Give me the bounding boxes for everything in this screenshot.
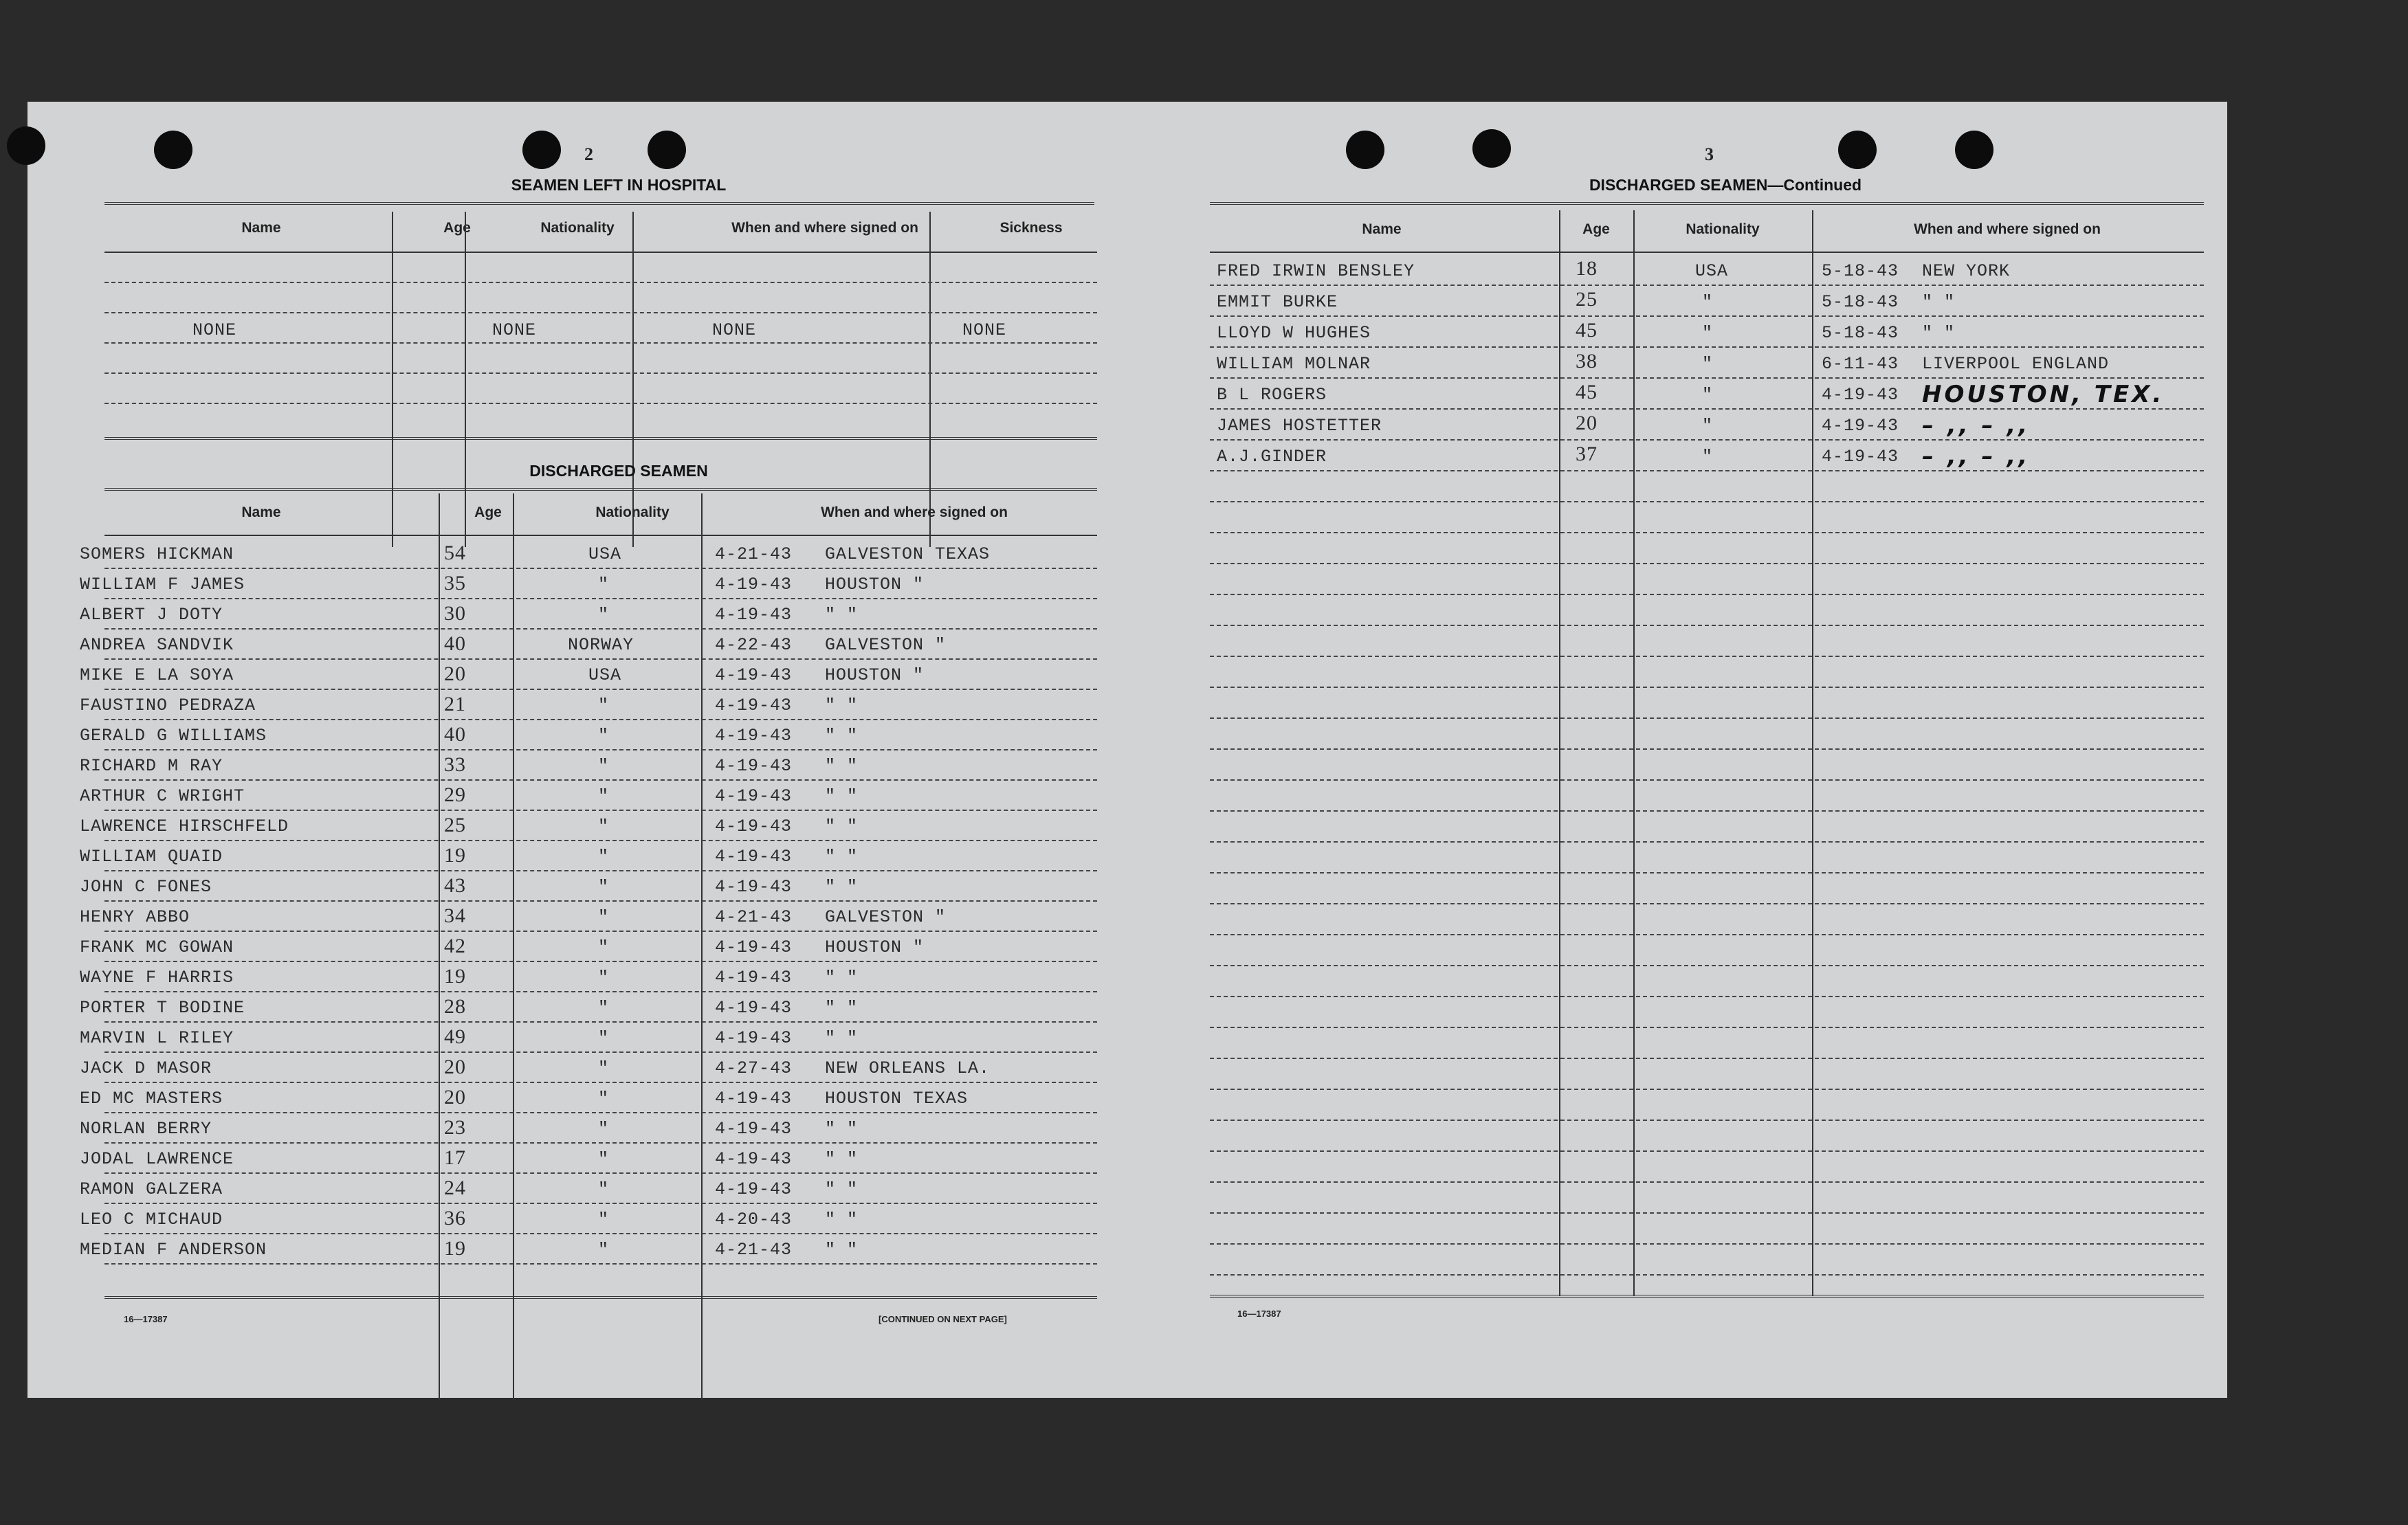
seaman-nationality: " [598, 1058, 610, 1078]
seaman-name: A.J.GINDER [1217, 447, 1327, 467]
header-age: Age [1582, 221, 1610, 237]
seaman-name: WILLIAM QUAID [80, 847, 223, 867]
seaman-nationality: " [598, 575, 610, 594]
signed-on-date: 4-19-43 [715, 1119, 793, 1139]
signed-on-place: LIVERPOOL ENGLAND [1922, 354, 2110, 374]
signed-on-date: 4-27-43 [715, 1058, 793, 1078]
continued-note: [CONTINUED ON NEXT PAGE] [879, 1314, 1007, 1324]
signed-on-date: 4-19-43 [715, 1149, 793, 1169]
seaman-name: WILLIAM F JAMES [80, 575, 245, 594]
signed-on-date: 4-22-43 [715, 635, 793, 655]
header-signed-on: When and where signed on [731, 220, 918, 236]
seaman-age: 19 [444, 1237, 466, 1260]
signed-on-date: 5-18-43 [1822, 261, 1899, 281]
seaman-nationality: " [598, 816, 610, 836]
seaman-name: JACK D MASOR [80, 1058, 212, 1078]
signed-on-place: " " [825, 877, 859, 897]
seaman-name: LAWRENCE HIRSCHFELD [80, 816, 289, 836]
signed-on-place: " " [825, 695, 859, 715]
seaman-nationality: " [598, 998, 610, 1018]
seaman-name: RICHARD M RAY [80, 756, 223, 776]
signed-on-date: 4-19-43 [715, 877, 793, 897]
seaman-nationality: " [598, 1028, 610, 1048]
document-sheet [27, 102, 2227, 1398]
signed-on-date: 4-19-43 [1822, 385, 1899, 405]
seaman-age: 18 [1576, 257, 1598, 280]
seaman-nationality: " [598, 877, 610, 897]
seaman-age: 36 [444, 1207, 466, 1229]
header-name: Name [1362, 221, 1402, 237]
signed-on-place: " " [825, 1179, 859, 1199]
seaman-age: 29 [444, 783, 466, 806]
signed-on-place: NEW ORLEANS LA. [825, 1058, 991, 1078]
seaman-nationality: " [1702, 354, 1714, 374]
signed-on-place: " " [825, 726, 859, 746]
seaman-name: JAMES HOSTETTER [1217, 416, 1382, 436]
seaman-age: 24 [444, 1177, 466, 1199]
signed-on-date: 4-19-43 [715, 1179, 793, 1199]
seaman-name: NORLAN BERRY [80, 1119, 212, 1139]
seaman-name: HENRY ABBO [80, 907, 190, 927]
signed-on-place: " " [825, 756, 859, 776]
seaman-nationality: " [598, 605, 610, 625]
seaman-age: 42 [444, 935, 466, 957]
signed-on-place: " " [825, 1149, 859, 1169]
header-nationality: Nationality [595, 504, 670, 520]
signed-on-place: HOUSTON TEXAS [825, 1089, 969, 1109]
signed-on-date: 4-19-43 [715, 1089, 793, 1109]
signed-on-date: 5-18-43 [1822, 292, 1899, 312]
signed-on-place: – ,, – ,, [1922, 443, 2031, 470]
signed-on-date: 4-19-43 [715, 998, 793, 1018]
signed-on-date: 4-19-43 [1822, 416, 1899, 436]
header-age: Age [443, 220, 471, 236]
seaman-name: MARVIN L RILEY [80, 1028, 234, 1048]
signed-on-place: HOUSTON " [825, 937, 925, 957]
signed-on-date: 6-11-43 [1822, 354, 1899, 374]
seaman-age: 49 [444, 1025, 466, 1048]
seaman-nationality: " [598, 726, 610, 746]
signed-on-place: HOUSTON " [825, 575, 925, 594]
page-number: 3 [1705, 144, 1714, 164]
hospital-nationality: NONE [492, 320, 537, 340]
signed-on-place: GALVESTON TEXAS [825, 544, 991, 564]
signed-on-date: 4-19-43 [715, 937, 793, 957]
seaman-age: 40 [444, 632, 466, 655]
seaman-nationality: " [598, 1149, 610, 1169]
signed-on-date: 4-19-43 [715, 847, 793, 867]
header-signed-on: When and where signed on [1914, 221, 2101, 237]
seaman-nationality: " [1702, 385, 1714, 405]
signed-on-place: " " [825, 847, 859, 867]
seaman-nationality: " [598, 907, 610, 927]
seaman-nationality: " [598, 1089, 610, 1109]
seaman-name: B L ROGERS [1217, 385, 1327, 405]
header-name: Name [241, 504, 281, 520]
seaman-age: 28 [444, 995, 466, 1018]
seaman-nationality: " [1702, 447, 1714, 467]
signed-on-place: " " [825, 968, 859, 988]
form-number: 16—17387 [124, 1314, 168, 1324]
signed-on-date: 4-19-43 [715, 786, 793, 806]
hospital-sickness: NONE [962, 320, 1007, 340]
signed-on-place: HOUSTON, TEX. [1922, 381, 2165, 408]
seaman-name: JODAL LAWRENCE [80, 1149, 234, 1169]
seaman-age: 40 [444, 723, 466, 746]
seaman-name: LEO C MICHAUD [80, 1210, 223, 1229]
header-age: Age [474, 504, 502, 520]
seaman-name: JOHN C FONES [80, 877, 212, 897]
signed-on-date: 4-20-43 [715, 1210, 793, 1229]
seaman-age: 37 [1576, 443, 1598, 465]
seaman-age: 20 [444, 663, 466, 685]
seaman-name: MIKE E LA SOYA [80, 665, 234, 685]
seaman-age: 38 [1576, 350, 1598, 372]
seaman-name: ED MC MASTERS [80, 1089, 223, 1109]
seaman-nationality: USA [588, 665, 622, 685]
signed-on-date: 4-19-43 [715, 665, 793, 685]
seaman-name: ANDREA SANDVIK [80, 635, 234, 655]
seaman-age: 43 [444, 874, 466, 897]
signed-on-date: 4-19-43 [715, 756, 793, 776]
seaman-nationality: " [598, 968, 610, 988]
seaman-age: 20 [444, 1086, 466, 1109]
seaman-age: 20 [444, 1056, 466, 1078]
header-sickness: Sickness [999, 220, 1063, 236]
signed-on-place: " " [825, 998, 859, 1018]
discharged-continued-title: DISCHARGED SEAMEN—Continued [1589, 176, 1862, 194]
seaman-nationality: " [598, 1210, 610, 1229]
seaman-nationality: " [598, 786, 610, 806]
form-number: 16—17387 [1237, 1309, 1281, 1319]
signed-on-place: " " [825, 1028, 859, 1048]
seaman-nationality: " [598, 1240, 610, 1260]
signed-on-date: 4-21-43 [715, 544, 793, 564]
signed-on-date: 4-19-43 [715, 605, 793, 625]
seaman-nationality: " [598, 756, 610, 776]
signed-on-place: – ,, – ,, [1922, 412, 2031, 439]
seaman-age: 20 [1576, 412, 1598, 434]
seaman-age: 25 [444, 814, 466, 836]
seaman-age: 19 [444, 844, 466, 867]
seaman-name: WILLIAM MOLNAR [1217, 354, 1371, 374]
seaman-nationality: " [1702, 323, 1714, 343]
signed-on-place: " " [825, 1210, 859, 1229]
seaman-nationality: " [598, 695, 610, 715]
signed-on-place: HOUSTON " [825, 665, 925, 685]
seaman-age: 19 [444, 965, 466, 988]
seaman-age: 21 [444, 693, 466, 715]
seaman-name: FRED IRWIN BENSLEY [1217, 261, 1415, 281]
signed-on-place: " " [1922, 292, 1956, 312]
discharged-section-title: DISCHARGED SEAMEN [529, 462, 708, 480]
seaman-nationality: " [598, 1119, 610, 1139]
header-signed-on: When and where signed on [821, 504, 1008, 520]
seaman-age: 33 [444, 753, 466, 776]
seaman-name: RAMON GALZERA [80, 1179, 223, 1199]
signed-on-place: " " [1922, 323, 1956, 343]
signed-on-date: 4-19-43 [715, 1028, 793, 1048]
seaman-name: MEDIAN F ANDERSON [80, 1240, 267, 1260]
seaman-age: 17 [444, 1146, 466, 1169]
seaman-age: 45 [1576, 319, 1598, 342]
hospital-section-title: SEAMEN LEFT IN HOSPITAL [511, 176, 727, 194]
seaman-age: 23 [444, 1116, 466, 1139]
signed-on-place: GALVESTON " [825, 907, 947, 927]
seaman-age: 54 [444, 542, 466, 564]
signed-on-date: 4-19-43 [715, 695, 793, 715]
seaman-name: GERALD G WILLIAMS [80, 726, 267, 746]
signed-on-place: NEW YORK [1922, 261, 2011, 281]
seaman-name: ARTHUR C WRIGHT [80, 786, 245, 806]
seaman-name: FAUSTINO PEDRAZA [80, 695, 256, 715]
signed-on-place: GALVESTON " [825, 635, 947, 655]
signed-on-date: 4-19-43 [715, 575, 793, 594]
signed-on-date: 4-19-43 [1822, 447, 1899, 467]
signed-on-place: " " [825, 1240, 859, 1260]
page-number: 2 [584, 144, 593, 164]
seaman-nationality: " [598, 937, 610, 957]
seaman-nationality: USA [1695, 261, 1729, 281]
seaman-name: PORTER T BODINE [80, 998, 245, 1018]
signed-on-date: 4-19-43 [715, 816, 793, 836]
right-page [1127, 102, 2227, 1398]
hospital-name: NONE [192, 320, 237, 340]
seaman-age: 30 [444, 602, 466, 625]
seaman-nationality: " [1702, 292, 1714, 312]
signed-on-date: 4-19-43 [715, 726, 793, 746]
signed-on-date: 4-19-43 [715, 968, 793, 988]
seaman-nationality: " [1702, 416, 1714, 436]
seaman-name: LLOYD W HUGHES [1217, 323, 1371, 343]
seaman-age: 34 [444, 904, 466, 927]
seaman-nationality: NORWAY [568, 635, 634, 655]
seaman-name: WAYNE F HARRIS [80, 968, 234, 988]
header-nationality: Nationality [1686, 221, 1760, 237]
seaman-name: EMMIT BURKE [1217, 292, 1338, 312]
header-nationality: Nationality [540, 220, 615, 236]
left-page [27, 102, 1127, 1398]
signed-on-date: 4-21-43 [715, 907, 793, 927]
seaman-name: ALBERT J DOTY [80, 605, 223, 625]
seaman-nationality: " [598, 1179, 610, 1199]
signed-on-date: 4-21-43 [715, 1240, 793, 1260]
signed-on-date: 5-18-43 [1822, 323, 1899, 343]
signed-on-place: " " [825, 1119, 859, 1139]
seaman-age: 25 [1576, 288, 1598, 311]
header-name: Name [241, 220, 281, 236]
seaman-nationality: " [598, 847, 610, 867]
signed-on-place: " " [825, 816, 859, 836]
seaman-nationality: USA [588, 544, 622, 564]
signed-on-place: " " [825, 786, 859, 806]
seaman-age: 45 [1576, 381, 1598, 403]
signed-on-place: " " [825, 605, 859, 625]
seaman-name: FRANK MC GOWAN [80, 937, 234, 957]
hospital-signed-on: NONE [712, 320, 757, 340]
seaman-age: 35 [444, 572, 466, 594]
seaman-name: SOMERS HICKMAN [80, 544, 234, 564]
